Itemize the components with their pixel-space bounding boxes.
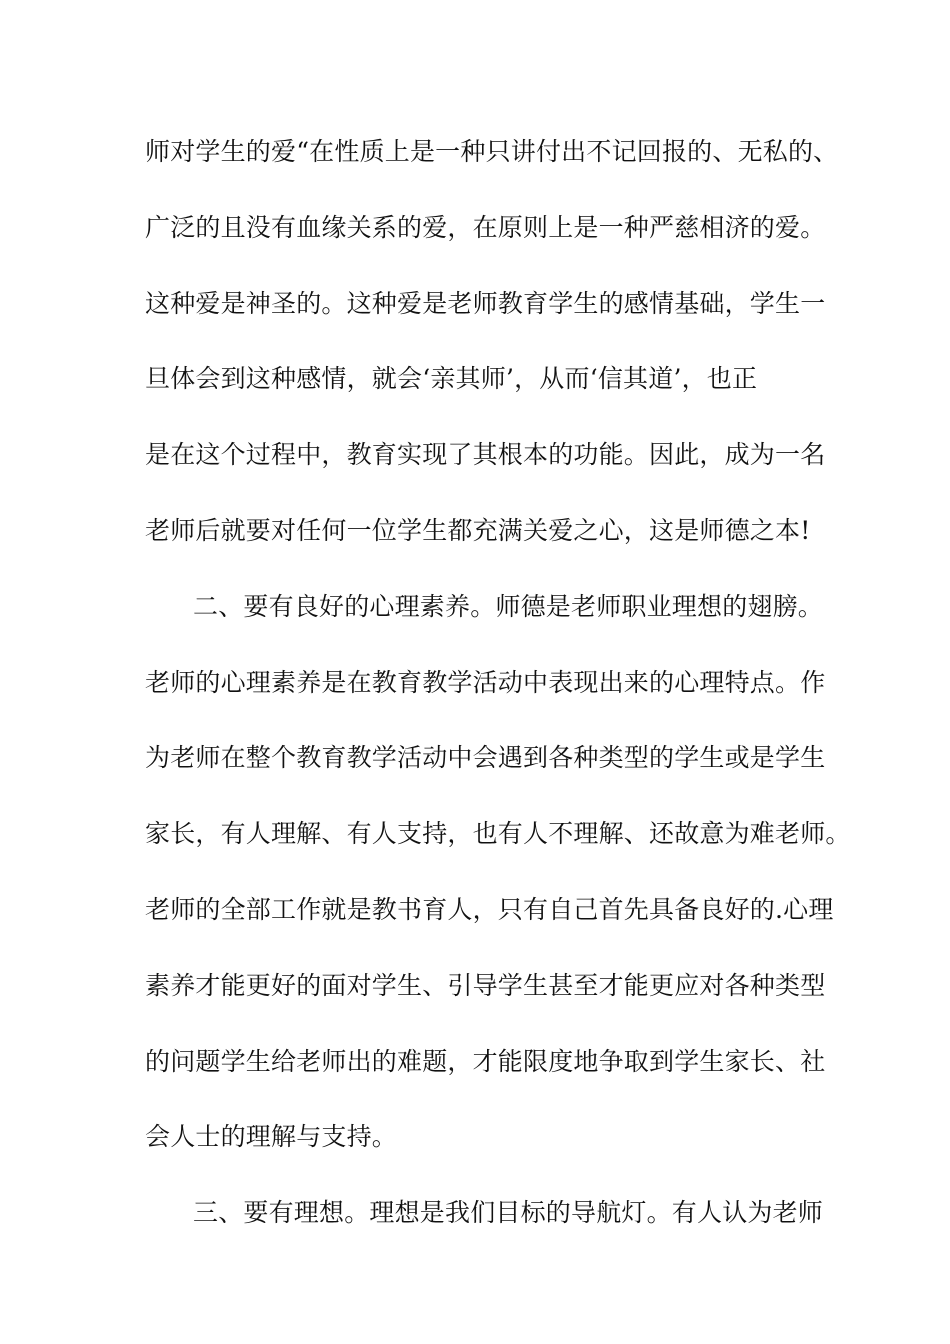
body-text: [145, 128, 851, 1265]
text-line: 老师后就要对任何一位学生都充满关爱之心，这是师德之本!: [145, 515, 811, 545]
text-line: 师对学生的爱“在性质上是一种只讲付出不记回报的、无私的、: [145, 137, 839, 166]
text-line: 素养才能更好的面对学生、引导学生甚至才能更应对各种类型: [145, 970, 826, 1000]
text-line: 旦体会到这种感情，就会‘亲其师’，从而‘信其道’，也正: [145, 364, 758, 394]
text-line: 广泛的且没有血缘关系的爱，在原则上是一种严慈相济的爱。: [145, 212, 826, 242]
text-line: 会人士的理解与支持。: [145, 1122, 398, 1152]
text-line: 家长，有人理解、有人支持，也有人不理解、还故意为难老师。: [145, 819, 851, 849]
section-heading-line: 二、要有良好的心理素养。师德是老师职业理想的翅膀。: [193, 591, 824, 621]
text-line: 的问题学生给老师出的难题，才能限度地争取到学生家长、社: [145, 1046, 826, 1076]
text-line: 是在这个过程中，教育实现了其根本的功能。因此，成为一名: [145, 440, 826, 470]
text-line: 这种爱是神圣的。这种爱是老师教育学生的感情基础，学生一: [145, 288, 826, 318]
section-heading-line: 三、要有理想。理想是我们目标的导航灯。有人认为老师: [193, 1198, 824, 1228]
text-line: 老师的全部工作就是教书育人，只有自己首先具备良好的.心理: [145, 894, 834, 924]
text-line: 老师的心理素养是在教育教学活动中表现出来的心理特点。作: [145, 667, 826, 697]
text-line: 为老师在整个教育教学活动中会遇到各种类型的学生或是学生: [145, 743, 826, 773]
